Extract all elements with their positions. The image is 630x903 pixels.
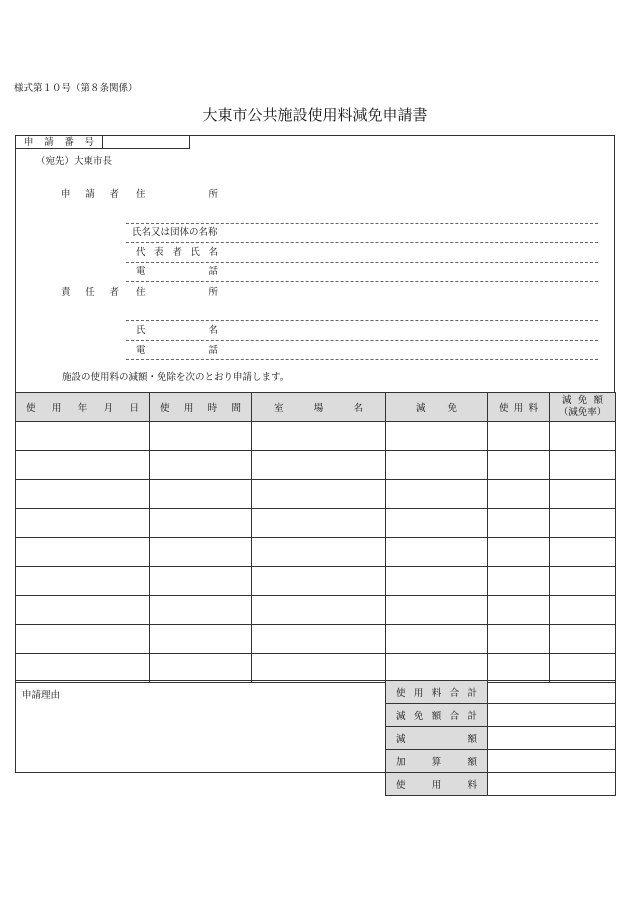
reduction-cell[interactable] bbox=[386, 480, 488, 509]
usage-time-cell[interactable] bbox=[150, 538, 252, 567]
usage-fee-cell[interactable] bbox=[488, 596, 550, 625]
applicant-org-name-label: 氏名又は団体の名称 bbox=[132, 227, 218, 238]
reduction-cell[interactable] bbox=[386, 509, 488, 538]
applicant-rep-name-field[interactable] bbox=[226, 246, 596, 260]
table-row bbox=[16, 480, 616, 509]
summary-label: 減 額 bbox=[386, 727, 488, 750]
usage-date-cell[interactable] bbox=[16, 509, 150, 538]
summary-label: 使 用 料 合 計 bbox=[386, 681, 488, 704]
usage-time-cell[interactable] bbox=[150, 567, 252, 596]
applicant-phone-line bbox=[126, 281, 598, 282]
applicant-rep-name-line bbox=[126, 262, 598, 263]
room-name-cell[interactable] bbox=[252, 538, 386, 567]
usage-date-cell[interactable] bbox=[16, 422, 150, 451]
summary-row bbox=[16, 681, 616, 704]
col-reduction-rate: （減免率） bbox=[558, 407, 607, 418]
summary-value[interactable] bbox=[488, 681, 616, 704]
table-row bbox=[16, 451, 616, 480]
room-name-cell[interactable] bbox=[252, 567, 386, 596]
usage-date-cell[interactable] bbox=[16, 596, 150, 625]
reason-label: 申請理由 bbox=[22, 690, 61, 701]
reduction-amount-cell[interactable] bbox=[550, 480, 616, 509]
usage-time-cell[interactable] bbox=[150, 451, 252, 480]
usage-fee-cell[interactable] bbox=[488, 451, 550, 480]
statement: 施設の使用料の減額・免除を次のとおり申請します。 bbox=[62, 372, 290, 383]
col-reduction: 減 免 bbox=[386, 393, 488, 422]
room-name-cell[interactable] bbox=[252, 422, 386, 451]
reduction-cell[interactable] bbox=[386, 625, 488, 654]
applicant-address-field[interactable] bbox=[226, 186, 596, 218]
responsible-address-field[interactable] bbox=[226, 285, 596, 317]
responsible-address-label: 住 所 bbox=[136, 287, 218, 298]
room-name-cell[interactable] bbox=[252, 509, 386, 538]
usage-time-cell[interactable] bbox=[150, 509, 252, 538]
summary-spacer bbox=[16, 773, 386, 796]
usage-date-cell[interactable] bbox=[16, 567, 150, 596]
usage-date-cell[interactable] bbox=[16, 538, 150, 567]
summary-label: 減 免 額 合 計 bbox=[386, 704, 488, 727]
usage-date-cell[interactable] bbox=[16, 451, 150, 480]
reason-cell[interactable] bbox=[16, 681, 386, 773]
table-row bbox=[16, 538, 616, 567]
col-room-name: 室 場 名 bbox=[252, 393, 386, 422]
usage-table-header bbox=[16, 393, 616, 422]
summary-value[interactable] bbox=[488, 773, 616, 796]
applicant-org-name-field[interactable] bbox=[230, 226, 596, 240]
reduction-cell[interactable] bbox=[386, 422, 488, 451]
room-name-cell[interactable] bbox=[252, 654, 386, 683]
table-row bbox=[16, 654, 616, 683]
applicant-address-label: 住 所 bbox=[136, 189, 218, 200]
responsible-phone-field[interactable] bbox=[226, 344, 596, 358]
col-usage-fee: 使 用 料 bbox=[488, 393, 550, 422]
responsible-address-line bbox=[126, 320, 598, 321]
table-row bbox=[16, 422, 616, 451]
reduction-amount-cell[interactable] bbox=[550, 538, 616, 567]
applicant-rep-name-label: 代 表 者 氏 名 bbox=[136, 247, 218, 258]
table-row bbox=[16, 625, 616, 654]
reduction-amount-cell[interactable] bbox=[550, 596, 616, 625]
usage-time-cell[interactable] bbox=[150, 480, 252, 509]
usage-date-cell[interactable] bbox=[16, 625, 150, 654]
col-reduction-amount: 減 免 額 （減免率） bbox=[550, 393, 616, 422]
room-name-cell[interactable] bbox=[252, 596, 386, 625]
responsible-name-field[interactable] bbox=[226, 324, 596, 338]
responsible-name-label: 氏 名 bbox=[136, 325, 218, 336]
table-row bbox=[16, 596, 616, 625]
room-name-cell[interactable] bbox=[252, 451, 386, 480]
usage-fee-cell[interactable] bbox=[488, 480, 550, 509]
responsible-label: 責 任 者 bbox=[61, 287, 119, 298]
usage-fee-cell[interactable] bbox=[488, 625, 550, 654]
page-title: 大東市公共施設使用料減免申請書 bbox=[202, 106, 428, 124]
reduction-cell[interactable] bbox=[386, 596, 488, 625]
reduction-cell[interactable] bbox=[386, 654, 488, 683]
reduction-cell[interactable] bbox=[386, 567, 488, 596]
reduction-amount-cell[interactable] bbox=[550, 654, 616, 683]
room-name-cell[interactable] bbox=[252, 480, 386, 509]
reduction-amount-cell[interactable] bbox=[550, 451, 616, 480]
usage-fee-cell[interactable] bbox=[488, 654, 550, 683]
form-number: 様式第１０号（第８条関係） bbox=[14, 83, 138, 94]
summary-label: 加 算 額 bbox=[386, 750, 488, 773]
application-number-box bbox=[15, 135, 190, 149]
col-usage-time: 使 用 時 間 bbox=[150, 393, 252, 422]
reduction-amount-cell[interactable] bbox=[550, 567, 616, 596]
reduction-amount-cell[interactable] bbox=[550, 422, 616, 451]
summary-value[interactable] bbox=[488, 727, 616, 750]
usage-time-cell[interactable] bbox=[150, 625, 252, 654]
summary-row bbox=[16, 773, 616, 796]
application-number-label: 申 請 番 号 bbox=[24, 137, 94, 148]
usage-fee-cell[interactable] bbox=[488, 509, 550, 538]
summary-value[interactable] bbox=[488, 704, 616, 727]
application-number-field[interactable] bbox=[103, 136, 189, 148]
usage-date-cell[interactable] bbox=[16, 654, 150, 683]
applicant-address-line bbox=[126, 223, 598, 224]
summary-value[interactable] bbox=[488, 750, 616, 773]
table-row bbox=[16, 509, 616, 538]
applicant-label: 申 請 者 bbox=[61, 189, 119, 200]
responsible-phone-label: 電 話 bbox=[136, 345, 218, 356]
reduction-cell[interactable] bbox=[386, 538, 488, 567]
usage-time-cell[interactable] bbox=[150, 422, 252, 451]
col-usage-date: 使 用 年 月 日 bbox=[16, 393, 150, 422]
addressee: （宛先）大東市長 bbox=[36, 156, 113, 167]
usage-fee-cell[interactable] bbox=[488, 422, 550, 451]
responsible-name-line bbox=[126, 340, 598, 341]
reduction-amount-cell[interactable] bbox=[550, 625, 616, 654]
usage-table bbox=[15, 392, 616, 683]
responsible-phone-line bbox=[126, 359, 598, 360]
reduction-amount-cell[interactable] bbox=[550, 509, 616, 538]
applicant-phone-field[interactable] bbox=[226, 265, 596, 279]
usage-time-cell[interactable] bbox=[150, 654, 252, 683]
summary-label: 使 用 料 bbox=[386, 773, 488, 796]
usage-time-cell[interactable] bbox=[150, 596, 252, 625]
usage-date-cell[interactable] bbox=[16, 480, 150, 509]
applicant-phone-label: 電 話 bbox=[136, 266, 218, 277]
summary-table bbox=[15, 680, 616, 796]
usage-fee-cell[interactable] bbox=[488, 567, 550, 596]
room-name-cell[interactable] bbox=[252, 625, 386, 654]
usage-fee-cell[interactable] bbox=[488, 538, 550, 567]
applicant-org-name-line bbox=[126, 242, 598, 243]
table-row bbox=[16, 567, 616, 596]
reduction-cell[interactable] bbox=[386, 451, 488, 480]
